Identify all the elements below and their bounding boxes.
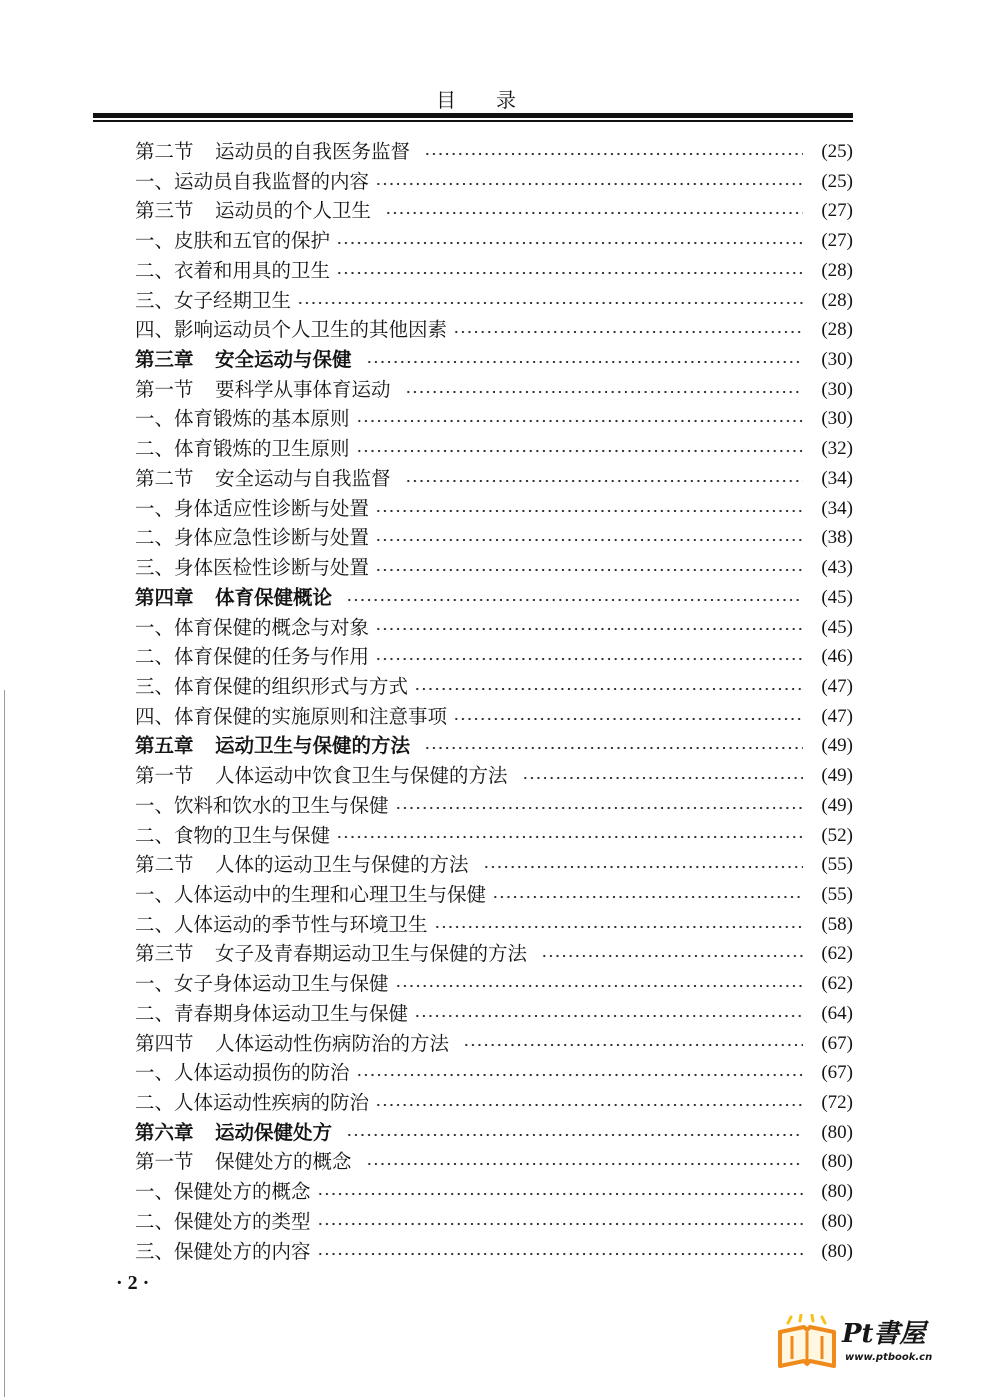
toc-entry — [135, 1237, 853, 1267]
entry-title: 二、身体应急性诊断与处置 — [135, 526, 370, 550]
toc-entry — [135, 315, 853, 345]
leader-dots — [463, 1029, 803, 1059]
entry-label: 第一节 — [135, 377, 194, 401]
leader-dots — [424, 731, 803, 761]
page-title: 目 录 — [436, 88, 526, 112]
entry-title: 人体的运动卫生与保健的方法 — [215, 853, 469, 877]
entry-title: 运动保健处方 — [215, 1120, 333, 1144]
entry-title: 一、体育保健的概念与对象 — [135, 615, 370, 639]
entry-title: 要科学从事体育运动 — [215, 377, 391, 401]
entry-title: 四、影响运动员个人卫生的其他因素 — [135, 318, 448, 342]
toc-entry — [135, 969, 853, 999]
leader-dots — [522, 761, 803, 791]
toc-entry — [135, 642, 853, 672]
toc-entry — [135, 345, 853, 375]
toc-entry — [135, 1118, 853, 1148]
toc-entry — [135, 880, 853, 910]
leader-dots — [405, 375, 803, 405]
entry-page-number: (32) — [821, 438, 853, 460]
toc-entry — [135, 404, 853, 434]
watermark-url: www.ptbook.cn — [845, 1352, 933, 1363]
entry-page-number: (28) — [821, 259, 853, 281]
leader-dots — [336, 226, 803, 256]
entry-page-number: (34) — [821, 497, 853, 519]
entry-title: 体育保健概论 — [215, 585, 333, 609]
entry-page-number: (58) — [821, 913, 853, 935]
entry-page-number: (62) — [821, 943, 853, 965]
entry-title: 人体运动中饮食卫生与保健的方法 — [215, 764, 508, 788]
entry-label: 第五章 — [135, 734, 194, 758]
toc-entry — [135, 256, 853, 286]
toc-entry — [135, 286, 853, 316]
entry-page-number: (67) — [821, 1062, 853, 1084]
leader-dots — [346, 1118, 803, 1148]
entry-title: 二、人体运动性疾病的防治 — [135, 1091, 370, 1114]
entry-page-number: (52) — [821, 824, 853, 846]
entry-title: 二、食物的卫生与保健 — [135, 823, 331, 847]
leader-dots — [375, 523, 803, 553]
entry-title: 一、运动员自我监督的内容 — [135, 169, 370, 193]
leader-dots — [492, 880, 803, 910]
toc-entry — [135, 1088, 853, 1118]
leader-dots — [405, 464, 803, 494]
entry-title: 运动员的个人卫生 — [215, 199, 372, 223]
entry-label: 第四章 — [135, 585, 194, 609]
entry-page-number: (45) — [821, 586, 853, 608]
entry-page-number: (25) — [821, 141, 853, 162]
entry-page-number: (49) — [821, 765, 853, 787]
leader-dots — [356, 404, 803, 434]
entry-page-number: (30) — [821, 408, 853, 430]
leader-dots — [375, 553, 803, 583]
leader-dots — [434, 910, 803, 940]
leader-dots — [375, 167, 803, 197]
leader-dots — [424, 137, 803, 167]
entry-page-number: (55) — [821, 854, 853, 876]
entry-title: 一、保健处方的概念 — [135, 1180, 311, 1204]
toc-entry — [135, 167, 853, 197]
toc-entry — [135, 1177, 853, 1207]
entry-label: 第六章 — [135, 1120, 194, 1144]
leader-dots — [317, 1237, 803, 1267]
entry-title: 三、身体医检性诊断与处置 — [135, 556, 370, 580]
leader-dots — [375, 494, 803, 524]
entry-label: 第二节 — [135, 466, 194, 490]
entry-page-number: (80) — [821, 1151, 853, 1173]
leader-dots — [541, 939, 803, 969]
entry-page-number: (80) — [821, 1121, 853, 1143]
entry-title: 人体运动性伤病防治的方法 — [215, 1031, 450, 1055]
leader-dots — [366, 345, 803, 375]
entry-page-number: (64) — [821, 1002, 853, 1024]
entry-title: 二、体育保健的任务与作用 — [135, 645, 370, 669]
entry-page-number: (30) — [821, 378, 853, 400]
leader-dots — [414, 999, 803, 1029]
entry-page-number: (80) — [821, 1181, 853, 1203]
entry-title: 安全运动与保健 — [215, 348, 352, 372]
leader-dots — [317, 1177, 803, 1207]
toc-entry — [135, 1029, 853, 1059]
toc-entry — [135, 1207, 853, 1237]
entry-page-number: (28) — [821, 289, 853, 311]
leader-dots — [336, 256, 803, 286]
entry-title: 一、女子身体运动卫生与保健 — [135, 972, 389, 996]
entry-page-number: (34) — [821, 467, 853, 489]
toc-entry — [135, 999, 853, 1029]
entry-page-number: (47) — [821, 675, 853, 697]
toc-entry — [135, 731, 853, 761]
leader-dots — [395, 791, 803, 821]
entry-title: 安全运动与自我监督 — [215, 466, 391, 490]
toc-entry — [135, 553, 853, 583]
entry-label: 第一节 — [135, 764, 194, 788]
entry-title: 三、保健处方的内容 — [135, 1239, 311, 1263]
entry-title: 二、人体运动的季节性与环境卫生 — [135, 912, 428, 936]
leader-dots — [375, 1088, 803, 1118]
entry-page-number: (55) — [821, 883, 853, 905]
entry-title: 一、身体适应性诊断与处置 — [135, 496, 370, 520]
toc-entry — [135, 226, 853, 256]
leader-dots — [336, 821, 803, 851]
leader-dots — [453, 702, 803, 732]
entry-title: 三、体育保健的组织形式与方式 — [135, 674, 409, 698]
entry-page-number: (30) — [821, 349, 853, 371]
toc-entry — [135, 1058, 853, 1088]
entry-label: 第三节 — [135, 199, 194, 223]
entry-page-number: (62) — [821, 973, 853, 995]
entry-title: 二、体育锻炼的卫生原则 — [135, 437, 350, 461]
leader-dots — [375, 642, 803, 672]
entry-title: 二、青春期身体运动卫生与保健 — [135, 1001, 409, 1025]
toc-entry — [135, 672, 853, 702]
entry-page-number: (80) — [821, 1240, 853, 1262]
entry-title: 一、人体运动中的生理和心理卫生与保健 — [135, 882, 487, 906]
entry-title: 二、保健处方的类型 — [135, 1209, 311, 1233]
entry-title: 保健处方的概念 — [215, 1150, 352, 1174]
entry-title: 运动员的自我医务监督 — [215, 140, 411, 163]
toc-entry — [135, 791, 853, 821]
toc-entry — [135, 523, 853, 553]
leader-dots — [385, 196, 803, 226]
toc-entry — [135, 910, 853, 940]
entry-page-number: (46) — [821, 646, 853, 668]
entry-page-number: (45) — [821, 616, 853, 638]
entry-page-number: (25) — [821, 170, 853, 192]
entry-page-number: (72) — [821, 1092, 853, 1113]
entry-title: 三、女子经期卫生 — [135, 288, 292, 312]
entry-page-number: (49) — [821, 735, 853, 757]
entry-title: 一、人体运动损伤的防治 — [135, 1061, 350, 1085]
leader-dots — [356, 1058, 803, 1088]
toc-entry — [135, 613, 853, 643]
toc-entry — [135, 434, 853, 464]
entry-page-number: (43) — [821, 557, 853, 579]
entry-page-number: (67) — [821, 1032, 853, 1054]
page-number: · 2 · — [116, 1272, 150, 1294]
leader-dots — [395, 969, 803, 999]
leader-dots — [346, 583, 803, 613]
leader-dots — [317, 1207, 803, 1237]
leader-dots — [453, 315, 803, 345]
toc-entry — [135, 761, 853, 791]
leader-dots — [297, 286, 803, 316]
entry-title: 二、衣着和用具的卫生 — [135, 258, 331, 282]
entry-page-number: (47) — [821, 705, 853, 727]
table-of-contents — [135, 137, 853, 1266]
leader-dots — [375, 613, 803, 643]
leader-dots — [356, 434, 803, 464]
entry-title: 一、皮肤和五官的保护 — [135, 229, 331, 253]
entry-title: 一、饮料和饮水的卫生与保健 — [135, 793, 389, 817]
entry-page-number: (27) — [821, 230, 853, 252]
entry-page-number: (38) — [821, 527, 853, 549]
toc-entry — [135, 464, 853, 494]
leader-dots — [483, 850, 803, 880]
entry-label: 第二节 — [135, 140, 194, 163]
leader-dots — [366, 1147, 803, 1177]
entry-title: 四、体育保健的实施原则和注意事项 — [135, 704, 448, 728]
scan-edge-artifact — [4, 690, 5, 1397]
entry-page-number: (27) — [821, 200, 853, 222]
entry-title: 女子及青春期运动卫生与保健的方法 — [215, 942, 528, 966]
entry-page-number: (49) — [821, 794, 853, 816]
entry-label: 第三节 — [135, 942, 194, 966]
toc-entry — [135, 850, 853, 880]
entry-label: 第三章 — [135, 348, 194, 372]
toc-entry — [135, 1147, 853, 1177]
entry-label: 第四节 — [135, 1031, 194, 1055]
toc-entry — [135, 702, 853, 732]
entry-label: 第二节 — [135, 853, 194, 877]
toc-entry — [135, 196, 853, 226]
toc-entry — [135, 137, 853, 167]
watermark-brand: Pt書屋 — [842, 1319, 926, 1349]
header-rule-thick — [93, 113, 853, 118]
toc-entry — [135, 375, 853, 405]
toc-entry — [135, 583, 853, 613]
entry-label: 第一节 — [135, 1150, 194, 1174]
entry-title: 运动卫生与保健的方法 — [215, 734, 411, 758]
book-icon — [776, 1314, 838, 1370]
toc-entry — [135, 821, 853, 851]
entry-page-number: (28) — [821, 319, 853, 341]
entry-title: 一、体育锻炼的基本原则 — [135, 407, 350, 431]
toc-entry — [135, 494, 853, 524]
header-rule-thin — [93, 120, 853, 122]
leader-dots — [414, 672, 803, 702]
entry-page-number: (80) — [821, 1210, 853, 1232]
toc-entry — [135, 939, 853, 969]
